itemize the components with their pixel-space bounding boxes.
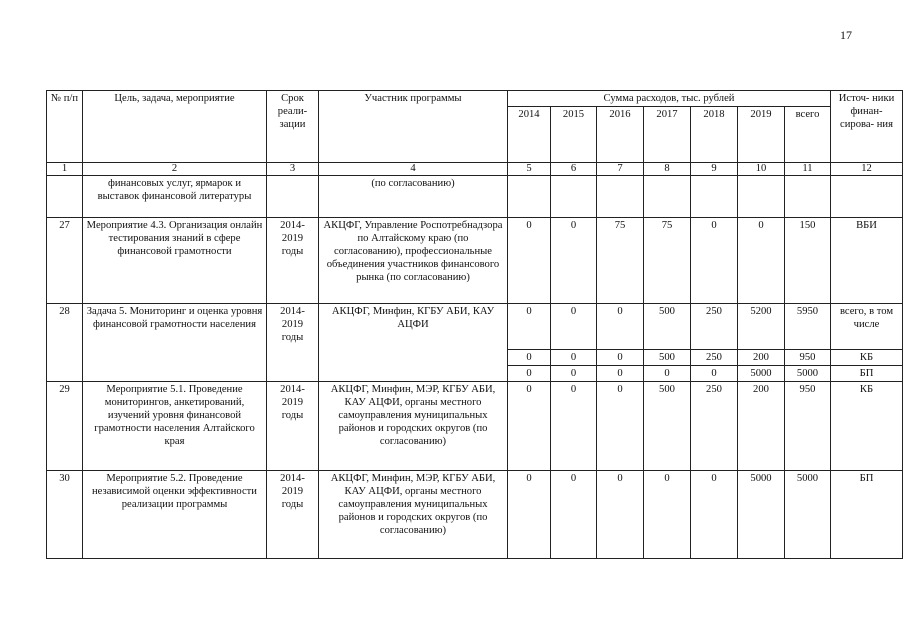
row-value: 0 xyxy=(551,366,597,382)
row-participant: АКЦФГ, Управление Роспотребнадзора по Алтайскому краю (по согласованию), профессиональные объединения участников финансового рынка (по согласованию) xyxy=(319,218,508,304)
row-value: 5950 xyxy=(785,304,831,350)
row-participant: АКЦФГ, Минфин, КГБУ АБИ, КАУ АЦФИ xyxy=(319,304,508,382)
row-source: всего, в том числе xyxy=(831,304,903,350)
row-value: 500 xyxy=(644,304,691,350)
column-number: 7 xyxy=(597,163,644,176)
column-number: 1 xyxy=(47,163,83,176)
row-value xyxy=(551,176,597,218)
header-year-2014: 2014 xyxy=(508,107,551,163)
row-value xyxy=(738,176,785,218)
row-value: 0 xyxy=(597,382,644,471)
row-value: 0 xyxy=(691,471,738,559)
column-number: 6 xyxy=(551,163,597,176)
row-value: 0 xyxy=(551,304,597,350)
row-value: 250 xyxy=(691,382,738,471)
row-term xyxy=(267,176,319,218)
row-value: 75 xyxy=(644,218,691,304)
row-value: 75 xyxy=(597,218,644,304)
row-num: 29 xyxy=(47,382,83,471)
row-goal: Мероприятие 5.2. Проведение независимой оценки эффективности реализации программы xyxy=(83,471,267,559)
row-value xyxy=(597,176,644,218)
row-num xyxy=(47,176,83,218)
row-source: БП xyxy=(831,366,903,382)
column-number: 9 xyxy=(691,163,738,176)
header-year-2019: 2019 xyxy=(738,107,785,163)
row-value: 0 xyxy=(597,350,644,366)
table-row xyxy=(47,382,903,471)
row-value: 0 xyxy=(508,382,551,471)
column-number: 10 xyxy=(738,163,785,176)
row-value: 0 xyxy=(551,382,597,471)
header-year-2018: 2018 xyxy=(691,107,738,163)
row-value: 5000 xyxy=(738,366,785,382)
row-value xyxy=(644,176,691,218)
row-source: ВБИ xyxy=(831,218,903,304)
row-value: 0 xyxy=(508,218,551,304)
table-row xyxy=(47,471,903,559)
row-term: 2014- 2019 годы xyxy=(267,382,319,471)
header-year-2015: 2015 xyxy=(551,107,597,163)
header-sum: Сумма расходов, тыс. рублей xyxy=(508,91,831,107)
row-goal: Мероприятие 4.3. Организация онлайн тестирования знаний в сфере финансовой грамотности xyxy=(83,218,267,304)
table-row xyxy=(47,218,903,304)
expenses-table xyxy=(46,90,903,559)
column-number: 2 xyxy=(83,163,267,176)
row-value: 0 xyxy=(551,218,597,304)
row-value: 0 xyxy=(551,350,597,366)
header-total: всего xyxy=(785,107,831,163)
row-value: 950 xyxy=(785,382,831,471)
row-value: 0 xyxy=(551,471,597,559)
header-num: № п/п xyxy=(47,91,83,163)
row-participant: АКЦФГ, Минфин, МЭР, КГБУ АБИ, КАУ АЦФИ, органы местного самоуправления муниципальных районов и городских округов (по согласованию) xyxy=(319,382,508,471)
row-value: 0 xyxy=(644,471,691,559)
row-value: 5000 xyxy=(785,471,831,559)
header-participant: Участник программы xyxy=(319,91,508,163)
row-value: 0 xyxy=(508,471,551,559)
column-number: 4 xyxy=(319,163,508,176)
row-term: 2014- 2019 годы xyxy=(267,304,319,382)
row-value: 0 xyxy=(597,366,644,382)
row-num: 28 xyxy=(47,304,83,382)
header-source: Источ- ники финан- сирова- ния xyxy=(831,91,903,163)
row-value: 950 xyxy=(785,350,831,366)
row-value xyxy=(785,176,831,218)
row-value xyxy=(508,176,551,218)
row-goal: финансовых услуг, ярмарок и выставок финансовой литературы xyxy=(83,176,267,218)
column-number: 12 xyxy=(831,163,903,176)
header-year-2017: 2017 xyxy=(644,107,691,163)
column-number: 8 xyxy=(644,163,691,176)
row-value: 250 xyxy=(691,350,738,366)
row-value: 200 xyxy=(738,382,785,471)
header-goal: Цель, задача, мероприятие xyxy=(83,91,267,163)
row-value: 200 xyxy=(738,350,785,366)
row-term: 2014- 2019 годы xyxy=(267,471,319,559)
row-goal: Мероприятие 5.1. Проведение мониторингов, анкетирований, изучений уровня финансовой грамотности населения Алтайского края xyxy=(83,382,267,471)
row-source xyxy=(831,176,903,218)
column-number-row xyxy=(47,163,903,176)
row-value: 0 xyxy=(508,350,551,366)
column-number: 11 xyxy=(785,163,831,176)
row-value: 0 xyxy=(644,366,691,382)
table-row xyxy=(47,176,903,218)
row-value: 0 xyxy=(508,304,551,350)
row-value: 0 xyxy=(691,366,738,382)
row-value: 0 xyxy=(691,218,738,304)
column-number: 5 xyxy=(508,163,551,176)
row-value: 5200 xyxy=(738,304,785,350)
row-value: 150 xyxy=(785,218,831,304)
row-value: 500 xyxy=(644,382,691,471)
row-value: 0 xyxy=(597,471,644,559)
row-participant: (по согласованию) xyxy=(319,176,508,218)
row-value: 0 xyxy=(508,366,551,382)
row-value xyxy=(691,176,738,218)
row-num: 30 xyxy=(47,471,83,559)
row-value: 5000 xyxy=(785,366,831,382)
row-source: БП xyxy=(831,471,903,559)
row-value: 0 xyxy=(738,218,785,304)
row-value: 500 xyxy=(644,350,691,366)
row-value: 5000 xyxy=(738,471,785,559)
row-value: 0 xyxy=(597,304,644,350)
header-year-2016: 2016 xyxy=(597,107,644,163)
header-term: Срок реали- зации xyxy=(267,91,319,163)
row-value: 250 xyxy=(691,304,738,350)
row-goal: Задача 5. Мониторинг и оценка уровня финансовой грамотности населения xyxy=(83,304,267,382)
table-row xyxy=(47,304,903,350)
page-number: 17 xyxy=(840,28,852,42)
row-source: КБ xyxy=(831,382,903,471)
row-source: КБ xyxy=(831,350,903,366)
row-participant: АКЦФГ, Минфин, МЭР, КГБУ АБИ, КАУ АЦФИ, органы местного самоуправления муниципальных районов и городских округов (по согласованию) xyxy=(319,471,508,559)
row-term: 2014- 2019 годы xyxy=(267,218,319,304)
row-num: 27 xyxy=(47,218,83,304)
column-number: 3 xyxy=(267,163,319,176)
